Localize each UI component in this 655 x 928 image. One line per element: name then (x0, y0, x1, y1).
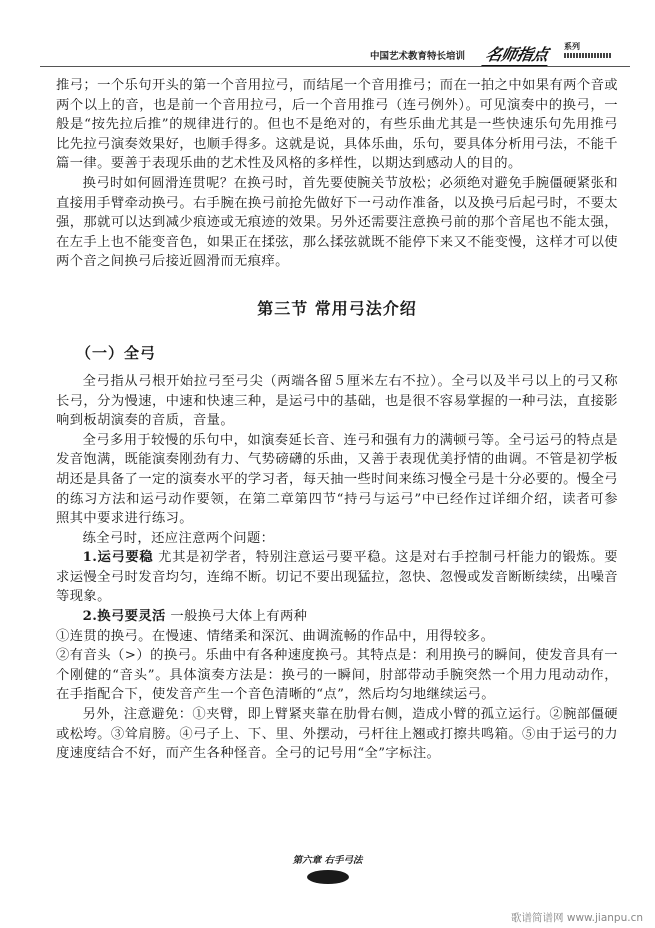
paragraph: 推弓；一个乐句开头的第一个音用拉弓，而结尾一个音用推弓；而在一拍之中如果有两个音或两个以上的音，也是前一个音用拉弓，后一个音用推弓（连弓例外）。可见演奏中的换弓，一般是“按先拉后推”的规律进行的。但也不是绝对的，有些乐曲尤其是一些快速乐句先用推弓比先拉弓演奏效果好，也顺手得多。这就是说，具体乐曲，乐句，要具体分析用弓法，不能千篇一律。要善于表现乐曲的艺术性及风格的多样性，以期达到感动人的目的。 (56, 78, 618, 172)
paragraph: 全弓指从弓根开始拉弓至弓尖（两端各留５厘米左右不拉）。全弓以及半弓以上的弓又称长弓，分为慢速，中速和快速三种，是运弓中的基础，也是很不容易掌握的一种弓法，直接影响到板胡演奏的音质，音量。 (56, 373, 618, 429)
paragraph: 换弓时如何圆滑连贯呢？在换弓时，首先要使腕关节放松；必须绝对避免手腕僵硬紧张和直接用手臂牵动换弓。右手腕在换弓前抢先做好下一弓动作准备，以及换弓后起弓时，不要太强，那就可以达到减少痕迹或无痕迹的效果。另外还需要注意换弓前的那个音尾也不能太强，在左手上也不能变音色，如果正在揉弦，那么揉弦就既不能停下来又不能变慢，这样才可以使两个音之间换弓后接近圆滑而无痕痒。 (56, 175, 618, 270)
paragraph: 练全弓时，还应注意两个问题： (82, 530, 275, 546)
page-number-badge (307, 870, 349, 884)
page-header (370, 40, 630, 66)
page-footer (0, 852, 655, 888)
watermark: 歌谱简谱网 www.jianpu.cn (511, 912, 643, 924)
section-title: 第三节 常用弓法介绍 (257, 298, 417, 318)
paragraph: 全弓多用于较慢的乐句中，如演奏延长音、连弓和强有力的满顿弓等。全弓运弓的特点是发音饱满，既能演奏刚劲有力、气势磅礴的乐曲，又善于表现优美抒情的曲调。不管是初学板胡还是具备了一定的演奏水平的学习者，每天抽一些时间来练习慢全弓是十分必要的。慢全弓的练习方法和运弓动作要领，在第二章第四节“持弓与运弓”中已经作过详细介绍，读者可参照其中要求进行练习。 (56, 432, 618, 527)
point-2-text: 一般换弓大体上有两种 (170, 609, 308, 625)
point-1-lead: 1.运弓要稳 (82, 550, 154, 566)
header-series-title: 中国艺术教育特长培训 (370, 51, 466, 62)
series-label: 系列 (564, 42, 580, 51)
list-item: ①连贯的换弓。在慢速、情绪柔和深沉、曲调流畅的作品中，用得较多。 (56, 628, 495, 644)
footer-chapter: 第六章 右手弓法 (292, 855, 363, 866)
page-content (56, 76, 618, 764)
series-subtitle-decoration (564, 53, 612, 58)
point-1-text: 尤其是初学者，特别注意运弓要平稳。这是对右手控制弓杆能力的锻炼。要求运慢全弓时发音均匀，连绵不断。切记不要出现猛拉，忽快、忽慢或发音断断续续，出噪音等现象。 (56, 550, 618, 605)
paragraph: 另外，注意避免：①夹臂，即上臂紧夹靠在肋骨右侧，造成小臂的孤立运行。②腕部僵硬或松垮。③耸肩膀。④弓子上、下、里、外摆动，弓杆往上翘或打擦共鸣箱。⑤由于运弓的力度速度结合不好，而产生各种怪音。全弓的记号用“全”字标注。 (56, 707, 618, 762)
list-item: ②有音头（>）的换弓。乐曲中有各种速度换弓。其特点是：利用换弓的瞬间，使发音具有一个刚健的“音头”。具体演奏方法是：换弓的一瞬间，肘部带动手腕突然一个用力甩动动作，在手指配合下，使发音产生一个音色清晰的“点”，然后均匀地继续运弓。 (56, 648, 618, 703)
header-divider (40, 66, 630, 67)
point-2 (56, 607, 618, 627)
subsection-title: （一）全弓 (76, 343, 157, 362)
point-1 (56, 548, 618, 607)
point-2-lead: 2.换弓要灵活 (82, 609, 166, 625)
brand-logo: 名师指点 (484, 42, 551, 65)
